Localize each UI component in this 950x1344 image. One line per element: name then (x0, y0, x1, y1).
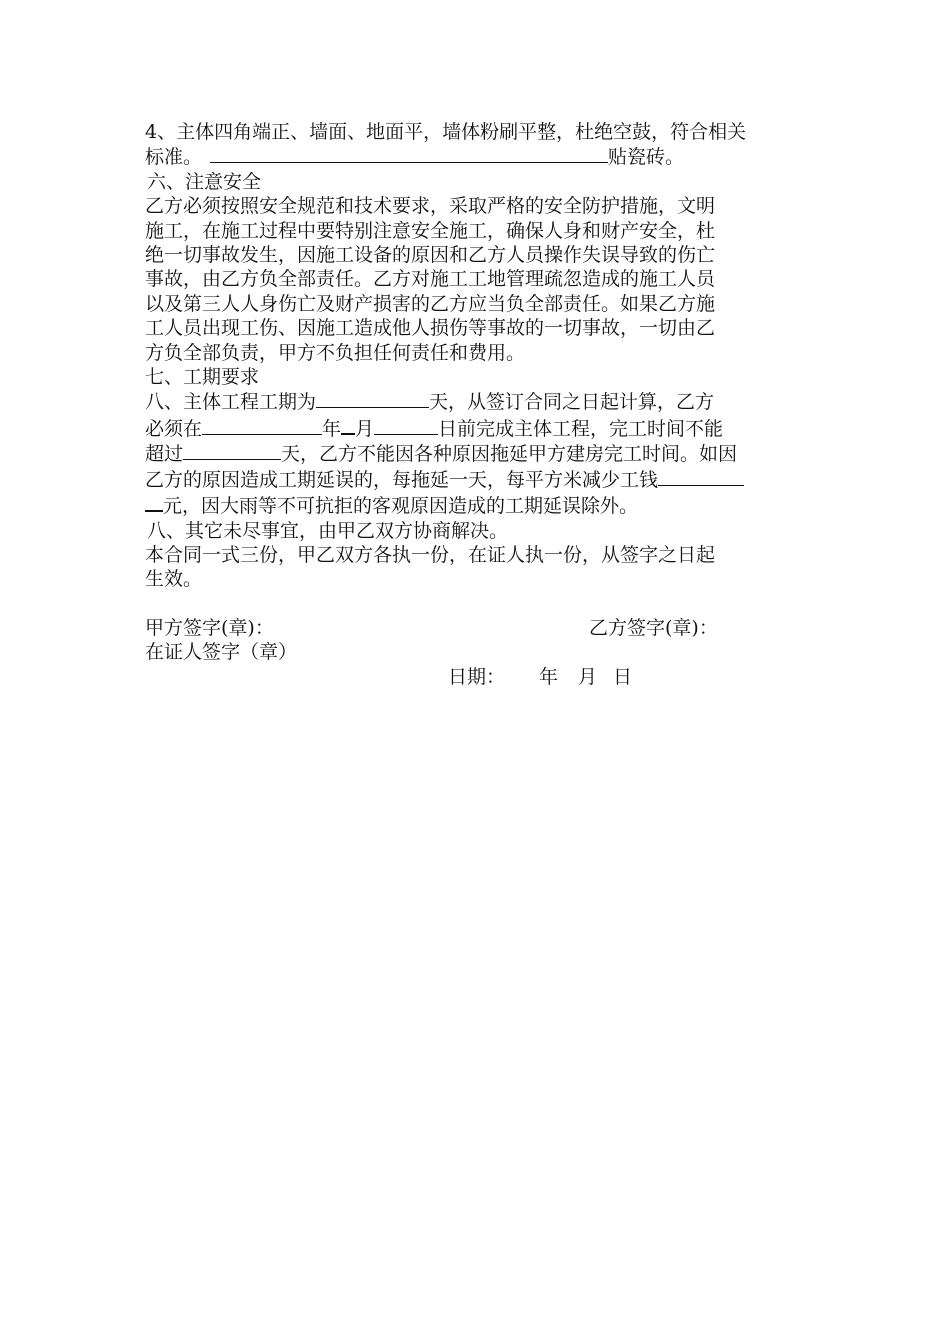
section-8-line-2: 必须在 年 月 日前完成主体工程，完工时间不能 (145, 415, 810, 441)
deadline-month-blank[interactable] (341, 415, 355, 435)
section-6-line: 绝一切事故发生，因施工设备的原因和乙方人员操作失误导致的伤亡 (145, 244, 716, 267)
date-label: 日期： (448, 665, 506, 688)
section-6-line: 乙方必须按照安全规范和技术要求，采取严格的安全防护措施，文明 (145, 195, 716, 218)
max-days-blank[interactable] (183, 441, 281, 460)
date-row (145, 665, 810, 689)
section-8-line-4: 乙方的原因造成工期延误的，每拖延一天，每平方米减少工钱 (145, 467, 810, 492)
date-month: 月 (578, 665, 598, 688)
section-6-line: 施工，在施工过程中要特别注意安全施工，确保人身和财产安全，杜 (145, 219, 716, 242)
clause-4-suffix: 贴瓷砖。 (608, 146, 685, 169)
clause-4-prefix: 标准。 (145, 146, 203, 169)
section-8-line-3: 超过 天，乙方不能因各种原因拖延甲方建房完工时间。如因 (145, 443, 738, 466)
tile-blank[interactable] (210, 144, 608, 163)
section-6-line: 方负全部负责，甲方不负担任何责任和费用。 (145, 341, 526, 364)
section-6-heading: 六、注意安全 (147, 170, 262, 193)
witness-signature-label: 在证人签字（章） (145, 641, 298, 664)
penalty-amount-blank[interactable] (658, 467, 744, 486)
section-6-line: 工人员出现工伤、因施工造成他人损伤等事故的一切事故，一切由乙 (145, 317, 716, 340)
section-8-line-5: 元，因大雨等不可抗拒的客观原因造成的工期延误除外。 (145, 492, 810, 518)
contract-text (145, 120, 810, 689)
duration-days-blank[interactable] (316, 389, 429, 408)
section-7-heading: 七、工期要求 (145, 366, 260, 389)
deadline-day-blank[interactable] (374, 416, 438, 435)
section-8b-heading: 八、其它未尽事宜，由甲乙双方协商解决。 (147, 519, 509, 542)
date-year: 年 (539, 665, 559, 688)
penalty-amount-blank-cont[interactable] (145, 492, 163, 512)
deadline-year-blank[interactable] (202, 416, 322, 435)
closing-line-2: 生效。 (145, 568, 203, 591)
clause-4-line-2 (145, 144, 810, 169)
clause-4-line-1: 4、主体四角端正、墙面、地面平，墙体粉刷平整，杜绝空鼓，符合相关 (145, 121, 747, 143)
section-6-line: 事故，由乙方负全部责任。乙方对施工工地管理疏忽造成的施工人员 (145, 268, 716, 291)
spacer (145, 592, 810, 616)
section-6-line: 以及第三人人身伤亡及财产损害的乙方应当负全部责任。如果乙方施 (145, 292, 716, 315)
party-a-signature-label: 甲方签字(章)： (145, 616, 274, 639)
date-day: 日 (613, 665, 633, 688)
closing-line-1: 本合同一式三份，甲乙双方各执一份，在证人执一份，从签字之日起 (145, 543, 716, 566)
party-b-signature-label: 乙方签字(章)： (589, 616, 718, 639)
section-8-line-1: 八、主体工程工期为 天，从签订合同之日起计算，乙方 (145, 391, 715, 414)
signature-row (145, 616, 810, 640)
